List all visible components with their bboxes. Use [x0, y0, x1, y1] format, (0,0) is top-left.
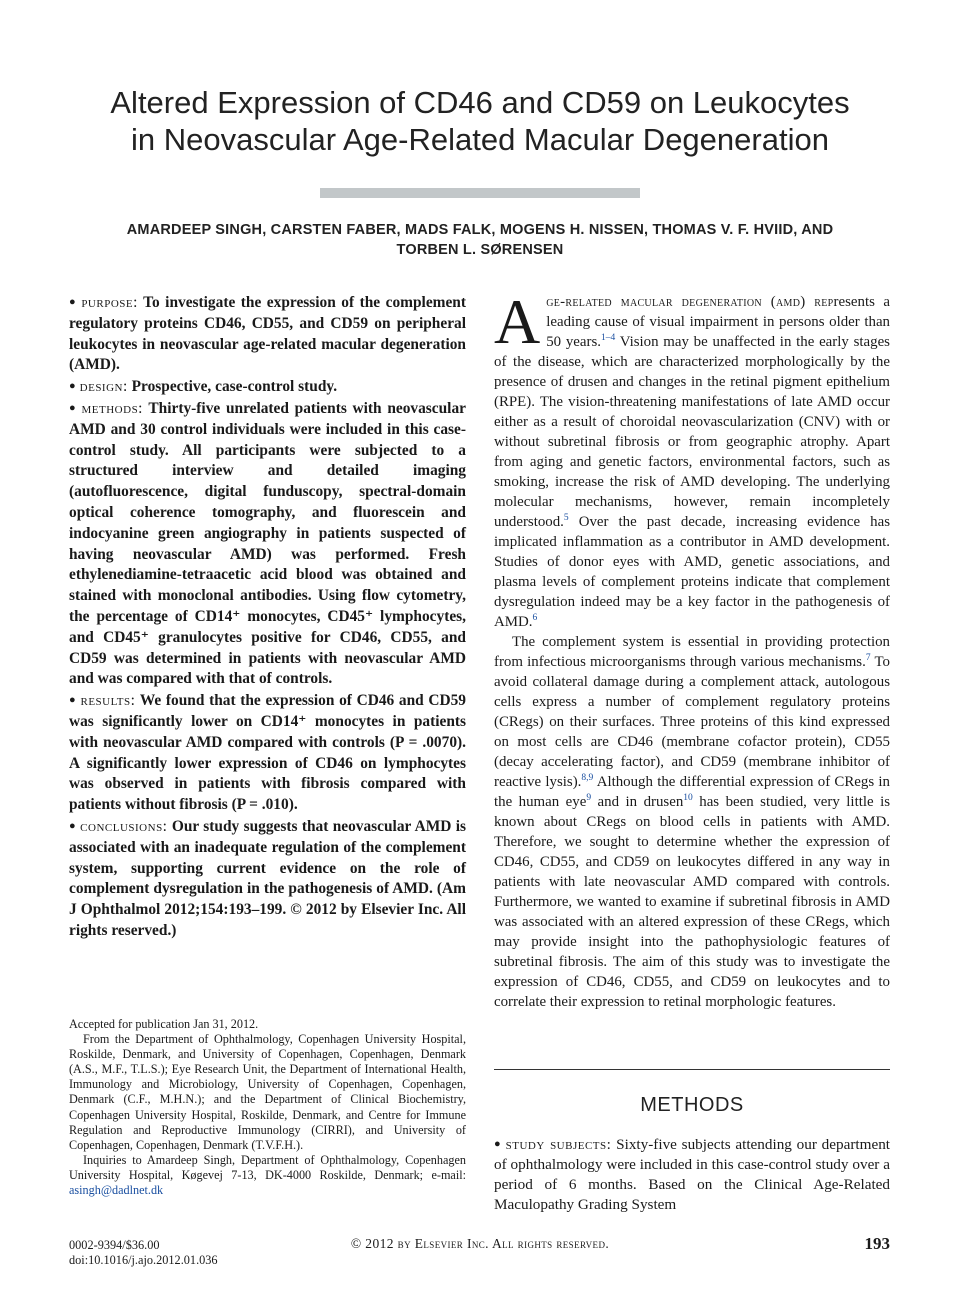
bullet-icon: ● — [69, 401, 78, 414]
title-underline-bar — [320, 188, 640, 198]
abstract — [69, 292, 466, 942]
email-link[interactable]: asingh@dadlnet.dk — [69, 1183, 164, 1198]
conclusions-label: conclusions: — [80, 817, 168, 835]
abstract-conclusions — [69, 816, 466, 942]
footer-copyright: © 2012 by Elsevier Inc. All rights reserved. — [350, 1236, 610, 1251]
title-line-2: in Neovascular Age-Related Macular Degeneration — [131, 122, 829, 157]
purpose-label: purpose: — [81, 294, 138, 311]
design-text: Prospective, case-control study. — [131, 378, 338, 396]
subjects-label: study subjects: — [505, 1136, 612, 1153]
reference-link[interactable]: 6 — [532, 613, 538, 623]
bullet-icon: ● — [494, 1138, 502, 1150]
intro-small-caps: ge-related macular degeneration (amd) rep — [546, 294, 834, 310]
intro-text: Although the differential expression of CRegs in the human eye — [494, 774, 890, 810]
accepted-date: Accepted for publication Jan 31, 2012. — [69, 1017, 259, 1031]
intro-text: Vision may be unaffected in the early stages of the disease, which are characterized morphologically by the presence of drusen and changes in the retinal pigment epithelium (RPE). The vision-threatening manifestations of late AMD occur either as a result of choroidal neovascularization (CNV) with or without subretinal fibrosis or from geographic atrophy. Apart from aging and genetic factors, environmental factors, such as smoking, increase the risk of AMD developing. The underlying molecular mechanisms, however, remain incompletely understood. — [494, 334, 890, 530]
subjects-text: Sixty-five subjects attending our department of ophthalmology were included in this case-control study over a period of 6 months. Based on the Clinical Age-Related Maculopathy Grading System — [494, 1136, 891, 1213]
page-number: 193 — [864, 1234, 890, 1253]
author-list — [80, 220, 880, 260]
article-title — [60, 84, 900, 158]
intro-text: and in drusen — [591, 794, 684, 810]
title-line-1: Altered Expression of CD46 and CD59 on Leukocytes — [110, 85, 850, 120]
reference-link[interactable]: 8,9 — [581, 773, 594, 783]
reference-link[interactable]: 7 — [865, 653, 871, 663]
abstract-results — [69, 690, 466, 816]
intro-paragraph-1 — [494, 286, 890, 632]
authors-line-1: AMARDEEP SINGH, CARSTEN FABER, MADS FALK, MOGENS H. NISSEN, THOMAS V. F. HVIID, AND — [126, 222, 834, 238]
introduction-column — [494, 286, 890, 1012]
abstract-design — [69, 376, 466, 398]
conclusions-text: Our study suggests that neovascular AMD is associated with an inadequate regulation of the complement system, supporting current evidence on the role of complement dysregulation in the pathogenesis of AMD. (Am J Ophthalmol 2012;154:193–199. © 2012 by Elsevier Inc. All rights reserved.) — [69, 817, 466, 939]
bullet-icon: ● — [69, 819, 77, 832]
intro-text: The complement system is essential in providing protection from infectious microorganisms through various mechanisms. — [494, 634, 890, 670]
results-text: We found that the expression of CD46 and CD59 was significantly lower on CD14⁺ monocytes in patients with neovascular AMD compared with controls (P = .0070). A significantly lower expression of CD46 on lymphocytes was observed in patients with fibrosis compared with patients without fibrosis (P = .010). — [69, 692, 466, 814]
drop-cap: A — [494, 286, 541, 357]
reference-link[interactable]: 5 — [563, 513, 569, 523]
results-label: results: — [80, 692, 136, 710]
bullet-icon: ● — [69, 380, 76, 393]
inquiries — [69, 1153, 466, 1198]
section-divider — [494, 1069, 890, 1070]
authors-line-2: TORBEN L. SØRENSEN — [396, 242, 564, 258]
reference-link[interactable]: 9 — [586, 793, 592, 803]
intro-text: To avoid collateral damage during a complement attack, autologous cells express a number of complement regulatory proteins (CRegs) on their surfaces. Three proteins of this kind expressed on most cells are CD46 (membrane cofactor protein), CD55 (decay accelerating factor), and CD59 (membrane inhibitor of reactive lysis). — [494, 654, 890, 790]
intro-text: has been studied, very little is known about CRegs on blood cells in patients with AMD. Therefore, we sought to determine whether the expression of CD46, CD55, and CD59 on leukocytes differed in any way in patients with late neovascular AMD compared with controls. Furthermore, we wanted to examine if subretinal fibrosis in AMD was associated with an altered expression of these CRegs, which may provide insight into the pathophysiologic features of subretinal fibrosis. The aim of this study was to investigate the expression of CD46, CD55, and CD59 on leukocytes and to correlate their expression to retinal morphologic features. — [494, 794, 890, 1010]
doi: doi:10.1016/j.ajo.2012.01.036 — [69, 1253, 218, 1267]
purpose-text: To investigate the expression of the complement regulatory proteins CD46, CD55, and CD59 on peripheral leukocytes in neovascular age-related macular degeneration (AMD). — [69, 294, 466, 374]
study-subjects-paragraph — [494, 1134, 890, 1215]
methods-column — [494, 1134, 890, 1215]
intro-text: resents a leading cause of visual impairment in persons older than 50 years. — [546, 294, 890, 350]
inquiries-text: Inquiries to Amardeep Singh, Department of Ophthalmology, Copenhagen University Hospital, Køgevej 7-13, DK-4000 Roskilde, Denmark; e-mail: — [69, 1152, 466, 1182]
footer-identifiers — [69, 1238, 218, 1268]
reference-link[interactable]: 10 — [683, 793, 693, 803]
bullet-icon: ● — [69, 296, 78, 308]
intro-text: Over the past decade, increasing evidence has implicated inflammation as a contributor in AMD development. Studies of donor eyes with AMD, genetic associations, and plasma levels of complement proteins indicate that complement dysregulation indeed may be a key factor in the pathogenesis of AMD. — [494, 514, 890, 630]
article-footnote — [69, 1017, 466, 1198]
bullet-icon: ● — [69, 694, 77, 707]
reference-link[interactable]: 1–4 — [601, 333, 616, 343]
abstract-purpose — [69, 292, 466, 376]
methods-heading: METHODS — [640, 1094, 744, 1116]
methods-text: Thirty-five unrelated patients with neovascular AMD and 30 control individuals were included in this case-control study. All participants were subjected to a structured interview and detailed imaging (autofluorescence, digital funduscopy, spectral-domain optical coherence tomography, and fluorescein and indocyanine green angiography in patients suspected of having neovascular AMD) was performed. Fresh ethylenediamine-tetraacetic acid blood was obtained and stained with monoclonal antibodies. Using flow cytometry, the percentage of CD14⁺ monocytes, CD45⁺ lymphocytes, and CD45⁺ granulocytes positive for CD46, CD55, and CD59 was determined in patients with neovascular AMD and was compared with that of controls. — [69, 399, 466, 688]
abstract-methods — [69, 398, 466, 690]
methods-label: methods: — [81, 399, 143, 417]
intro-paragraph-2 — [494, 632, 890, 1012]
affiliations: From the Department of Ophthalmology, Copenhagen University Hospital, Roskilde, Denmark, and University of Copenhagen, Copenhagen, Denmark (A.S., M.F., T.L.S.); Eye Research Unit, the Department of International Health, Immunology and Microbiology, University of Copenhagen, Copenhagen, Denmark (C.F., M.H.N.); and the Department of Clinical Biochemistry, Copenhagen University Hospital, Roskilde, Denmark, and Centre for Immune Regulation and Reproductive Immunology (CIRRI), and University of Copenhagen, Copenhagen, Denmark (T.V.F.H.). — [69, 1032, 466, 1152]
design-label: design: — [79, 378, 128, 396]
issn: 0002-9394/$36.00 — [69, 1238, 160, 1252]
